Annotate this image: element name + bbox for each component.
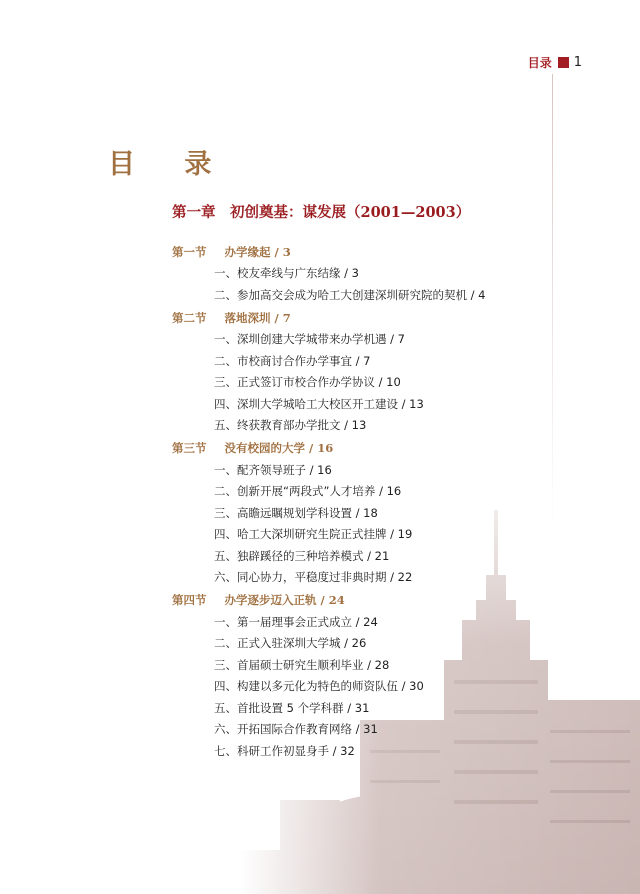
section-number: 第四节: [172, 593, 207, 607]
toc-entry[interactable]: 六、同心协力，平稳度过非典时期 / 22: [214, 570, 413, 584]
chapter-title: 第一章 初创奠基：谋发展（2001—2003）: [172, 204, 471, 221]
toc-section[interactable]: [172, 306, 532, 329]
toc-section[interactable]: [172, 437, 532, 460]
section-number: 第三节: [172, 441, 207, 455]
section-title: 办学逐步迈入正轨 / 24: [224, 593, 345, 607]
toc-entry[interactable]: 三、首届硕士研究生顺利毕业 / 28: [214, 657, 390, 672]
toc-entry[interactable]: 五、首批设置 5 个学科群 / 31: [214, 700, 370, 715]
section-number: 第二节: [172, 310, 207, 325]
section-title: 落地深圳 / 7: [224, 310, 291, 325]
table-of-contents: [172, 240, 532, 762]
toc-entry[interactable]: 二、参加高交会成为哈工大创建深圳研究院的契机 / 4: [214, 287, 486, 302]
toc-entry[interactable]: 四、构建以多元化为特色的师资队伍 / 30: [214, 679, 424, 693]
toc-entry[interactable]: 一、深圳创建大学城带来办学机遇 / 7: [214, 332, 406, 346]
toc-entry[interactable]: 四、深圳大学城哈工大校区开工建设 / 13: [214, 396, 424, 411]
toc-entry[interactable]: 二、正式入驻深圳大学城 / 26: [214, 636, 367, 650]
toc-entry[interactable]: 七、科研工作初显身手 / 32: [214, 743, 355, 758]
toc-entry[interactable]: 六、开拓国际合作教育网络 / 31: [214, 722, 378, 736]
page-number: 1: [573, 55, 582, 70]
toc-entry[interactable]: 五、独辟蹊径的三种培养模式 / 21: [214, 548, 390, 563]
section-number: 第一节: [172, 244, 207, 259]
decorative-divider: [552, 74, 553, 534]
toc-entry[interactable]: 三、高瞻远瞩规划学科设置 / 18: [214, 505, 378, 520]
toc-entry[interactable]: 一、校友牵线与广东结缘 / 3: [214, 266, 360, 280]
page-title: 目 录: [108, 149, 232, 180]
toc-entry[interactable]: 一、第一届理事会正式成立 / 24: [214, 614, 378, 629]
running-header: [528, 54, 582, 71]
toc-entry[interactable]: 五、终获教育部办学批文 / 13: [214, 418, 367, 432]
header-title: 目录: [527, 56, 552, 70]
section-title: 办学缘起 / 3: [224, 244, 291, 259]
toc-entry[interactable]: 二、创新开展“两段式”人才培养 / 16: [214, 484, 402, 498]
toc-entry[interactable]: 二、市校商讨合作办学事宜 / 7: [214, 353, 371, 368]
header-marker: [558, 57, 569, 68]
toc-entry[interactable]: 一、配齐领导班子 / 16: [214, 462, 332, 477]
toc-entry[interactable]: 三、正式签订市校合作办学协议 / 10: [214, 375, 401, 389]
toc-section[interactable]: [172, 240, 532, 263]
toc-entry[interactable]: 四、哈工大深圳研究生院正式挂牌 / 19: [214, 527, 413, 541]
section-title: 没有校园的大学 / 16: [224, 441, 334, 455]
toc-section[interactable]: [172, 589, 532, 612]
